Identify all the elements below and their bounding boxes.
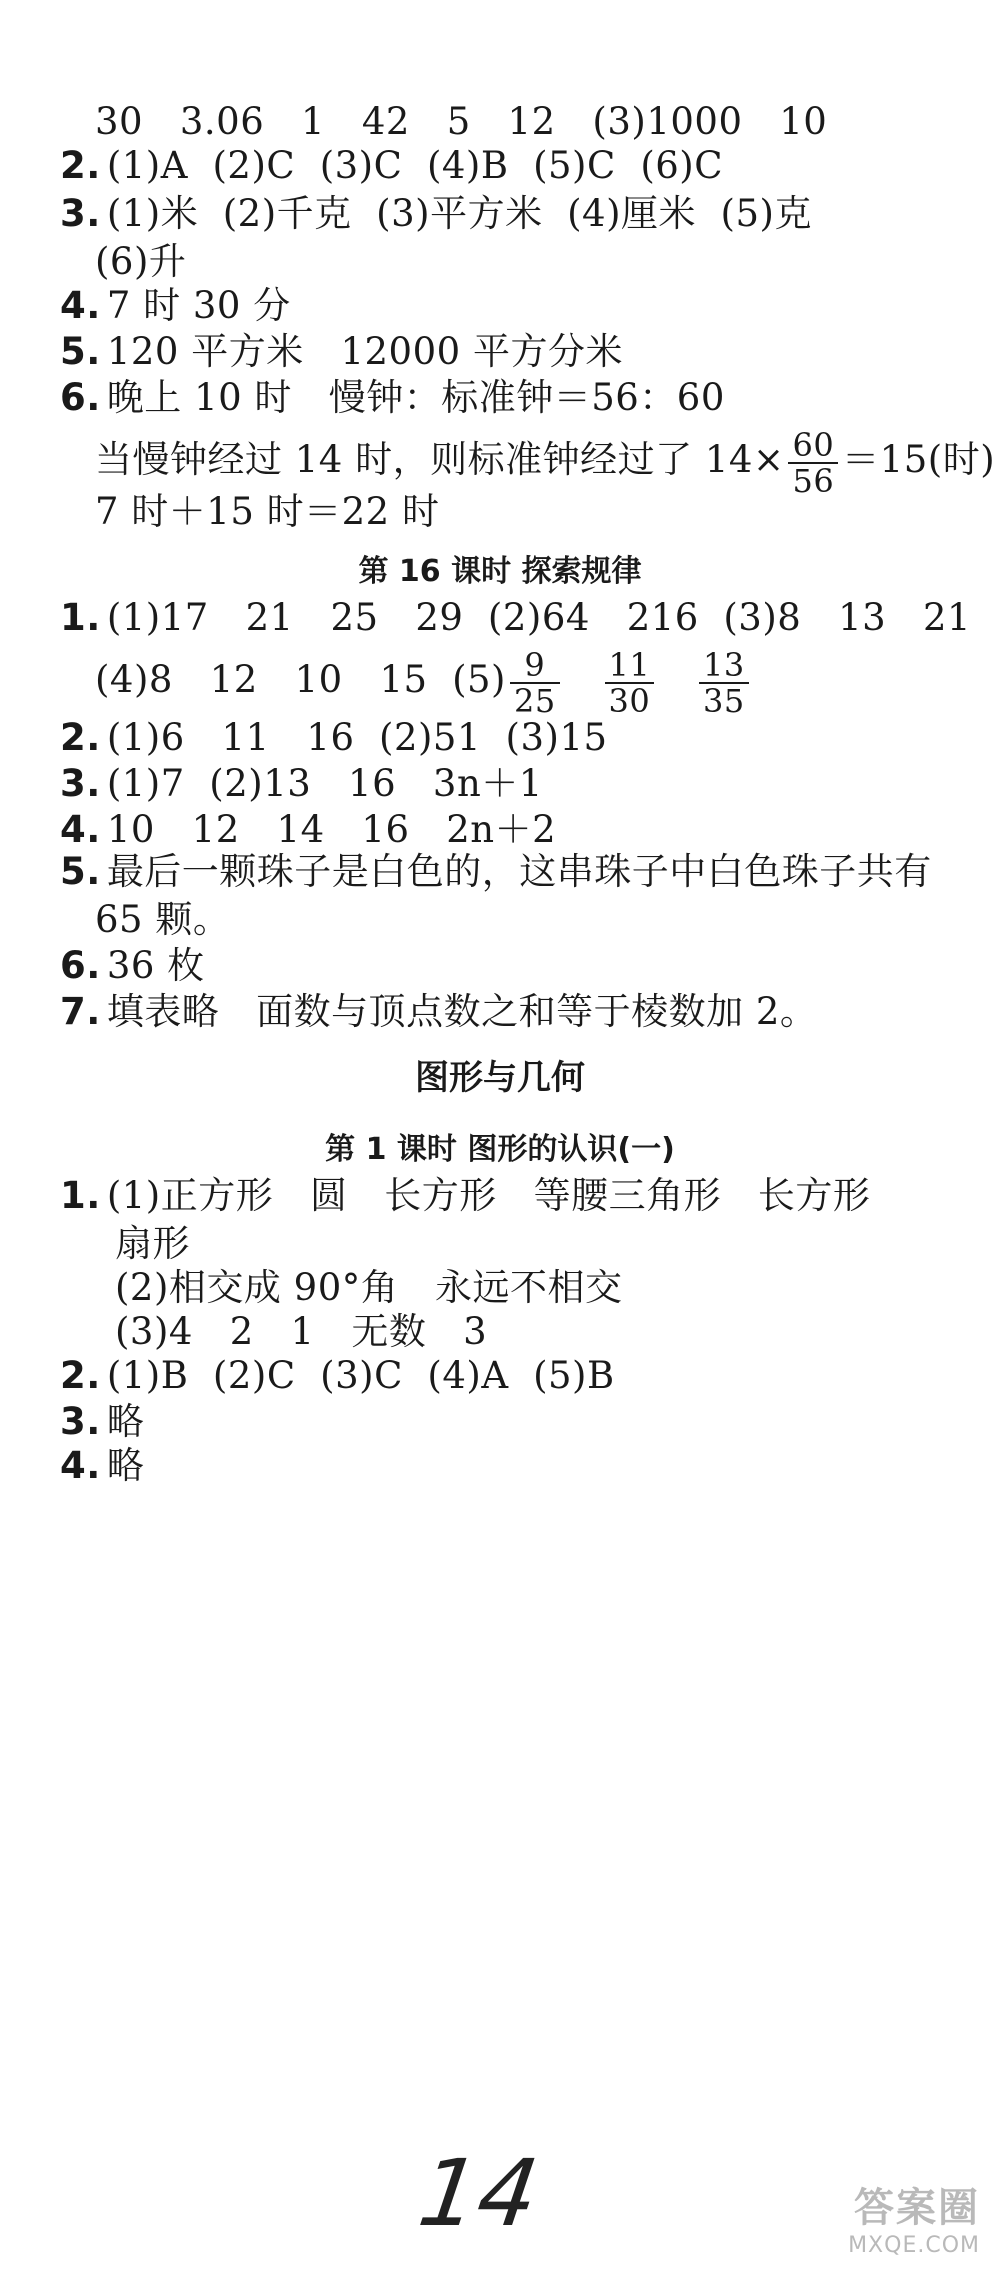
item-text: 最后一颗珠子是白色的，这串珠子中白色珠子共有: [106, 850, 932, 893]
item-text: 7 时 30 分: [106, 284, 291, 327]
item-number: 1.: [60, 596, 101, 639]
item-text: 36 枚: [106, 944, 205, 987]
fraction-denominator: 25: [513, 681, 556, 720]
fraction-denominator: 56: [792, 461, 835, 500]
l1-item-1-line3: (2)相交成 90°角 永远不相交: [115, 1266, 623, 1309]
l1-item-4: [60, 1444, 144, 1488]
item-number: 3.: [60, 762, 101, 805]
l1-item-2: [60, 1354, 615, 1398]
item-number: 2.: [60, 1354, 101, 1397]
site-watermark: [790, 2176, 980, 2258]
watermark-url: MXQE.COM: [848, 2233, 980, 2258]
l16-item-3: [60, 762, 543, 806]
fraction-numerator: 9: [510, 648, 560, 684]
lesson-16-title: 第 16 课时 探索规律: [358, 554, 642, 589]
fraction-numerator: 11: [605, 648, 655, 684]
answer-item-3: [60, 192, 812, 236]
l16-item-5-cont: 65 颗。: [95, 898, 231, 941]
item-text: 10 12 14 16 2n＋2: [106, 808, 557, 851]
fraction: [699, 645, 749, 720]
item-text: (1)17 21 25 29 (2)64 216 (3)8 13 21: [106, 596, 972, 639]
l16-item-6: [60, 944, 205, 988]
l16-item-1: [60, 596, 971, 640]
item-number: 5.: [60, 330, 101, 373]
answer-line-continued: 30 3.06 1 42 5 12 (3)1000 10: [95, 100, 828, 143]
item-text: 略: [106, 1400, 145, 1443]
item-text: 略: [106, 1444, 145, 1487]
l16-item-4: [60, 808, 556, 852]
fraction-denominator: 30: [608, 681, 651, 720]
item-number: 2.: [60, 144, 101, 187]
l1-item-1: [60, 1174, 870, 1218]
l16-item-1-line2: [95, 640, 753, 720]
section-title: 图形与几何: [415, 1058, 585, 1098]
answer-item-3-cont: (6)升: [95, 240, 187, 283]
fraction: [510, 645, 560, 720]
answer-item-6-calc: [95, 420, 995, 500]
fraction: [788, 425, 838, 500]
fraction-numerator: 13: [699, 648, 749, 684]
item-number: 4.: [60, 808, 101, 851]
item-number: 3.: [60, 1400, 101, 1443]
item-text: 填表略 面数与顶点数之和等于棱数加 2。: [106, 990, 818, 1033]
item-number: 3.: [60, 192, 101, 235]
item-text: (1)正方形 圆 长方形 等腰三角形 长方形: [106, 1174, 871, 1217]
item-text: (1)米 (2)千克 (3)平方米 (4)厘米 (5)克: [106, 192, 812, 235]
item-number: 4.: [60, 1444, 101, 1487]
fraction: [605, 645, 655, 720]
item-number: 1.: [60, 1174, 101, 1217]
item-number: 6.: [60, 944, 101, 987]
fraction-denominator: 35: [703, 681, 745, 720]
item-text: 120 平方米 12000 平方分米: [106, 330, 623, 373]
l1-item-3: [60, 1400, 144, 1444]
item-number: 2.: [60, 716, 101, 759]
answer-item-6-total: 7 时＋15 时＝22 时: [95, 490, 440, 533]
item-number: 7.: [60, 990, 101, 1033]
answer-item-6: [60, 376, 725, 420]
item-text: (1)7 (2)13 16 3n＋1: [106, 762, 543, 805]
item-text: (4)8 12 10 15 (5): [95, 658, 506, 701]
item-text: (1)6 11 16 (2)51 (3)15: [106, 716, 608, 759]
calc-result: ＝15(时): [842, 438, 996, 481]
l16-item-2: [60, 716, 608, 760]
item-number: 4.: [60, 284, 101, 327]
l1-item-1-line4: (3)4 2 1 无数 3: [115, 1310, 488, 1353]
handwritten-page-number: 14: [412, 2140, 545, 2247]
answer-item-4: [60, 284, 291, 328]
lesson-1-title: 第 1 课时 图形的认识(一): [325, 1132, 675, 1167]
item-number: 5.: [60, 850, 101, 893]
item-text: (1)B (2)C (3)C (4)A (5)B: [106, 1354, 615, 1397]
fraction-numerator: 60: [788, 428, 838, 464]
watermark-logo-text: 答案圈: [854, 2185, 980, 2231]
item-number: 6.: [60, 376, 101, 419]
item-text: (1)A (2)C (3)C (4)B (5)C (6)C: [106, 144, 724, 187]
answer-item-5: [60, 330, 623, 374]
item-text: 晚上 10 时 慢钟：标准钟＝56：60: [106, 376, 725, 419]
l16-item-5: [60, 850, 932, 894]
calc-text: 当慢钟经过 14 时，则标准钟经过了 14×: [95, 438, 785, 481]
l16-item-7: [60, 990, 817, 1034]
l1-item-1-line2: 扇形: [115, 1222, 190, 1265]
answer-item-2: [60, 144, 723, 188]
